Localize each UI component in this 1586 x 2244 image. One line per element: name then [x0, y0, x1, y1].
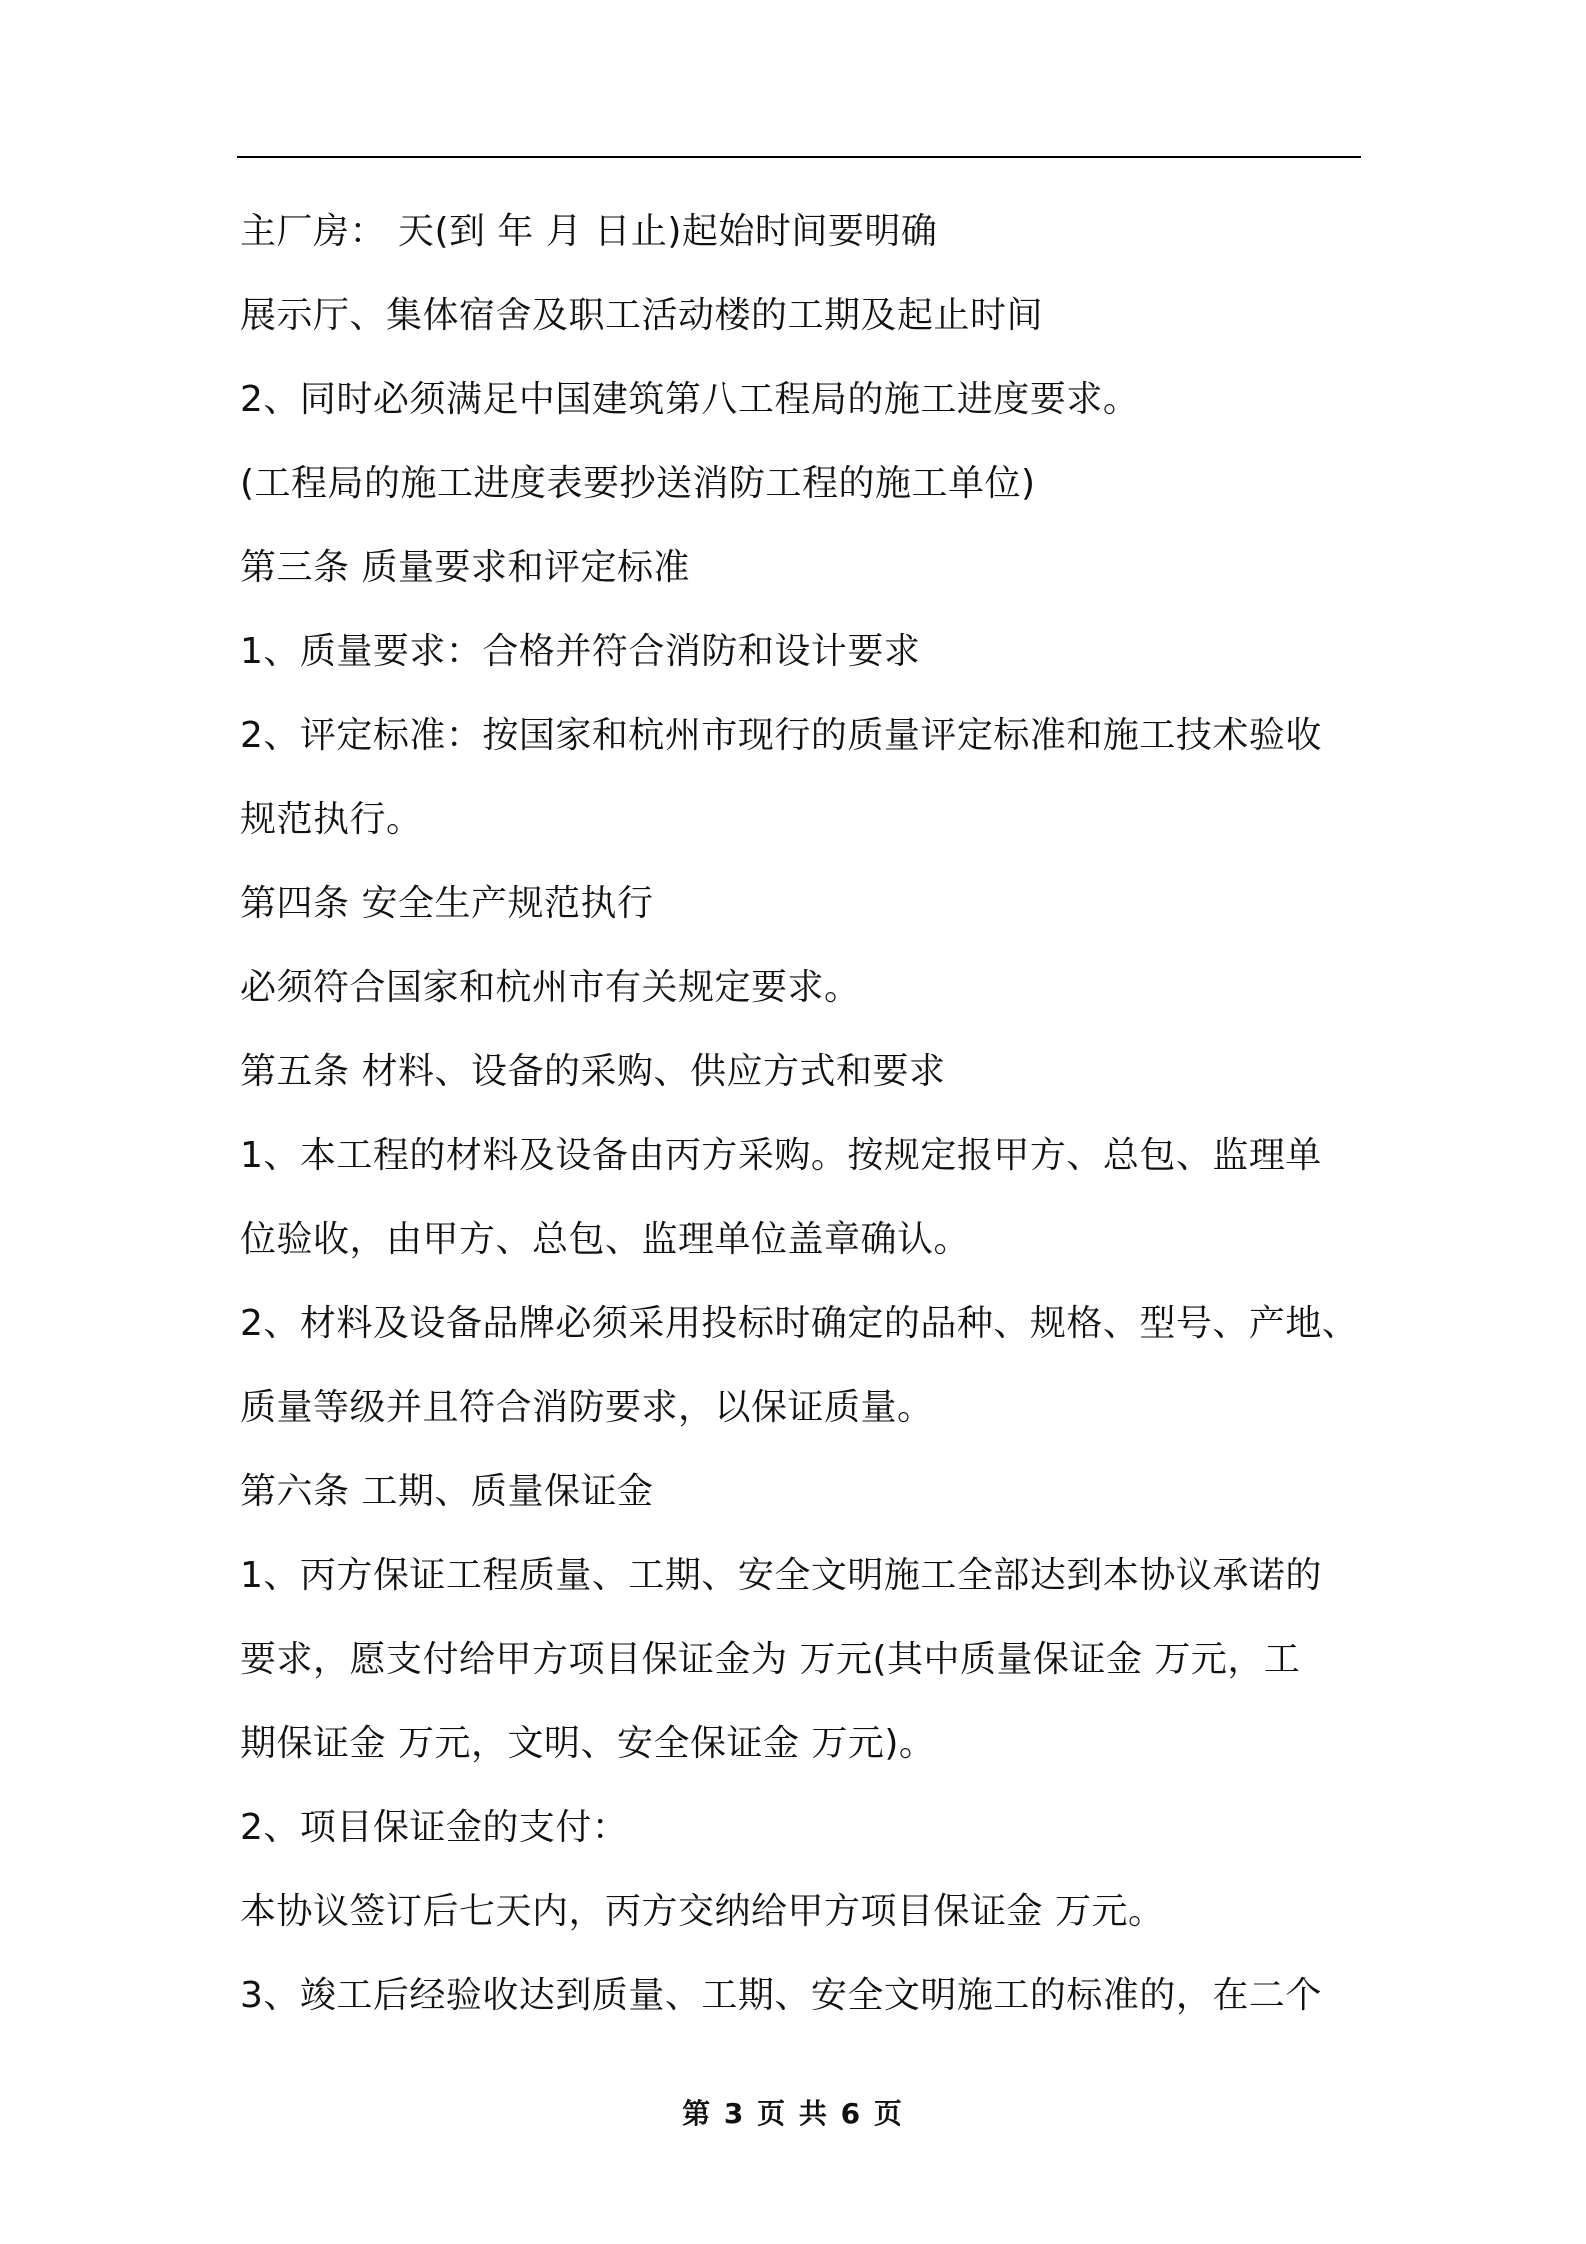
- text-line-13: 位验收，由甲方、总包、监理单位盖章确认。: [240, 1219, 971, 1260]
- text-line-12: 1、本工程的材料及设备由丙方采购。按规定报甲方、总包、监理单: [240, 1135, 1322, 1176]
- text-line-2: 展示厅、集体宿舍及职工活动楼的工期及起止时间: [240, 295, 1044, 336]
- document-body: [240, 190, 1390, 2038]
- section-heading-5: 第五条 材料、设备的采购、供应方式和要求: [240, 1051, 946, 1092]
- header-rule: [237, 156, 1361, 158]
- text-line-4: (工程局的施工进度表要抄送消防工程的施工单位): [240, 463, 1036, 504]
- section-heading-4: 第四条 安全生产规范执行: [240, 883, 654, 924]
- text-line-3: 2、同时必须满足中国建筑第八工程局的施工进度要求。: [240, 379, 1140, 420]
- text-line-18: 要求，愿支付给甲方项目保证金为 万元(其中质量保证金 万元，工: [240, 1639, 1301, 1680]
- text-line-14: 2、材料及设备品牌必须采用投标时确定的品种、规格、型号、产地、: [240, 1303, 1359, 1344]
- text-line-22: 3、竣工后经验收达到质量、工期、安全文明施工的标准的，在二个: [240, 1975, 1322, 2016]
- text-line-19: 期保证金 万元，文明、安全保证金 万元)。: [240, 1723, 936, 1764]
- text-line-1: 主厂房： 天(到 年 月 日止)起始时间要明确: [240, 211, 938, 252]
- text-line-8: 规范执行。: [240, 799, 423, 840]
- text-line-7: 2、评定标准：按国家和杭州市现行的质量评定标准和施工技术验收: [240, 715, 1322, 756]
- section-heading-6: 第六条 工期、质量保证金: [240, 1471, 654, 1512]
- page-number: 第 3 页 共 6 页: [682, 2097, 904, 2130]
- text-line-21: 本协议签订后七天内，丙方交纳给甲方项目保证金 万元。: [240, 1891, 1165, 1932]
- text-line-17: 1、丙方保证工程质量、工期、安全文明施工全部达到本协议承诺的: [240, 1555, 1322, 1596]
- text-line-6: 1、质量要求：合格并符合消防和设计要求: [240, 631, 921, 672]
- section-heading-3: 第三条 质量要求和评定标准: [240, 547, 690, 588]
- text-line-15: 质量等级并且符合消防要求，以保证质量。: [240, 1387, 934, 1428]
- text-line-10: 必须符合国家和杭州市有关规定要求。: [240, 967, 861, 1008]
- text-line-20: 2、项目保证金的支付：: [240, 1807, 629, 1848]
